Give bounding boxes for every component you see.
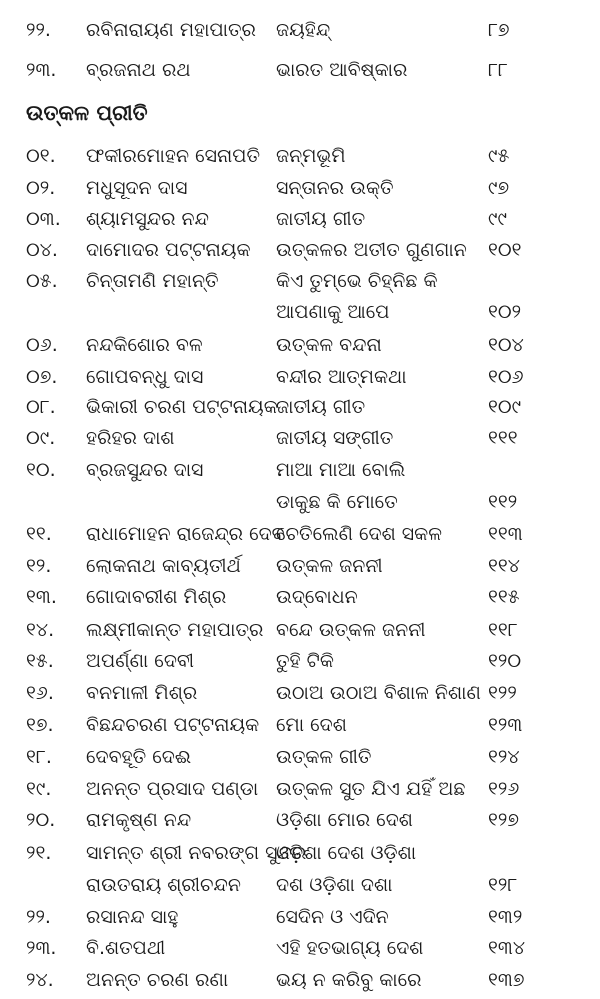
page-number: ୧୩୭ bbox=[488, 969, 525, 991]
poem-title: କିଏ ତୁମ୍ଭେ ଚିହ୍ନିଛ କି bbox=[276, 270, 438, 292]
poem-title: ମୋ ଦେଶ bbox=[276, 714, 347, 736]
author-name: ଗୋପବନ୍ଧୁ ଦାସ bbox=[86, 366, 204, 388]
poem-title: ଓଡ଼ିଶା ଦେଶ ଓଡ଼ିଶା bbox=[276, 842, 417, 864]
poem-title: ମାଆ ମାଆ ବୋଲି bbox=[276, 459, 406, 481]
author-name: ଅପର୍ଣ୍ଣା ଦେବୀ bbox=[86, 650, 194, 672]
toc-row bbox=[0, 55, 600, 85]
entry-number: ୨୪. bbox=[26, 969, 54, 991]
entry-number: ୦୩. bbox=[26, 208, 61, 230]
toc-row bbox=[0, 519, 600, 549]
author-name: ବି.ଶତପଥୀ bbox=[86, 937, 166, 959]
author-name: ଦେବହୂତି ଦେଈ bbox=[86, 746, 192, 768]
toc-row bbox=[0, 582, 600, 612]
author-name: ଶ୍ୟାମସୁନ୍ଦର ନନ୍ଦ bbox=[86, 208, 209, 230]
entry-number: ୧୨. bbox=[26, 555, 52, 577]
entry-number: ୨୩. bbox=[26, 937, 57, 959]
page-number: ୧୨୪ bbox=[488, 746, 520, 768]
toc-row bbox=[0, 902, 600, 932]
page-number: ୧୨୬ bbox=[488, 778, 520, 800]
toc-row bbox=[0, 774, 600, 804]
poem-title: ବନ୍ଦେ ଉତ୍କଳ ଜନନୀ bbox=[276, 619, 426, 641]
entry-number: ୧୮. bbox=[26, 746, 52, 768]
page-number: ୧୩୪ bbox=[488, 937, 526, 959]
poem-title: ଉତ୍କଳ ବନ୍ଦନା bbox=[276, 334, 382, 356]
page-number: ୧୦୪ bbox=[488, 334, 524, 356]
toc-row bbox=[0, 423, 600, 453]
toc-row bbox=[0, 330, 600, 360]
poem-title: ଉଦ୍‌ବୋଧନ bbox=[276, 586, 358, 608]
toc-row bbox=[0, 173, 600, 203]
toc-row bbox=[0, 204, 600, 234]
toc-row bbox=[0, 297, 600, 327]
page-number: ୯୯ bbox=[488, 208, 507, 230]
poem-title: ଜାତୀୟ ଗୀତ bbox=[276, 396, 366, 418]
poem-title: ଡାକୁଛ କି ମୋତେ bbox=[276, 491, 398, 513]
page-number: ୧୩୨ bbox=[488, 906, 523, 928]
poem-title: ଉଠାଅ ଉଠାଅ ବିଶାଳ ନିଶାଣ bbox=[276, 682, 481, 704]
entry-number: ୦୫. bbox=[26, 270, 58, 292]
author-name: ବନମାଳୀ ମିଶ୍ର bbox=[86, 682, 198, 704]
toc-row bbox=[0, 678, 600, 708]
author-name: ଫକୀରମୋହନ ସେନାପତି bbox=[86, 145, 261, 167]
author-name: ବ୍ରଜସୁନ୍ଦର ଦାସ bbox=[86, 459, 204, 481]
entry-number: ୨୩. bbox=[26, 59, 57, 81]
author-name: ଲୋକନାଥ କାବ୍ୟତୀର୍ଥ bbox=[86, 555, 241, 577]
toc-row bbox=[0, 141, 600, 171]
poem-title: ତୁହି ଟିକି bbox=[276, 650, 334, 672]
author-name: ସାମନ୍ତ ଶ୍ରୀ ନବରଙ୍ଗ ସୁନ୍ଦର bbox=[86, 842, 307, 864]
poem-title: ଭୟ ନ କରିବୁ କାରେ bbox=[276, 969, 422, 991]
page-number: ୧୧୫ bbox=[488, 586, 520, 608]
toc-row bbox=[0, 15, 600, 45]
toc-row bbox=[0, 933, 600, 963]
entry-number: ୦୯. bbox=[26, 427, 56, 449]
entry-number: ୦୮. bbox=[26, 396, 56, 418]
author-name: ଚିନ୍ତାମଣି ମହାନ୍ତି bbox=[86, 270, 219, 292]
poem-title: ଦଶ ଓଡ଼ିଶା ଦଶା bbox=[276, 874, 393, 896]
page-number: ୧୧୨ bbox=[488, 491, 518, 513]
poem-title: ଜାତୀୟ ଗୀତ bbox=[276, 208, 366, 230]
entry-number: ୧୩. bbox=[26, 586, 57, 608]
entry-number: ୧୧. bbox=[26, 523, 52, 545]
poem-title: ଭାରତ ଆବିଷ୍କାର bbox=[276, 59, 408, 81]
page-number: ୧୦୧ bbox=[488, 239, 522, 261]
page-number: ୯୭ bbox=[488, 177, 510, 199]
toc-row bbox=[0, 235, 600, 265]
page-number: ୧୦୨ bbox=[488, 301, 522, 323]
entry-number: ୦୭. bbox=[26, 366, 58, 388]
page-number: ୧୦୯ bbox=[488, 396, 522, 418]
entry-number: ୧୯. bbox=[26, 778, 52, 800]
toc-row bbox=[0, 710, 600, 740]
author-name: ଗୋଦାବରୀଶ ମିଶ୍ର bbox=[86, 586, 227, 608]
entry-number: ୨୧. bbox=[26, 842, 52, 864]
poem-title: ଆପଣାକୁ ଆପେ bbox=[276, 301, 390, 323]
page-number: ୧୧୩ bbox=[488, 523, 523, 545]
page-number: ୧୨୨ bbox=[488, 682, 517, 704]
entry-number: ୦୨. bbox=[26, 177, 56, 199]
author-name: ରସାନନ୍ଦ ସାହୁ bbox=[86, 906, 179, 928]
toc-row bbox=[0, 742, 600, 772]
toc-row bbox=[0, 805, 600, 835]
page-number: ୮୭ bbox=[488, 19, 510, 41]
poem-title: ଓଡ଼ିଶା ମୋର ଦେଶ bbox=[276, 809, 413, 831]
author-name: ଅନନ୍ତ ଚରଣ ରଣା bbox=[86, 969, 229, 991]
toc-row bbox=[0, 838, 600, 868]
toc-row bbox=[0, 551, 600, 581]
page-number: ୧୧୧ bbox=[488, 427, 518, 449]
entry-number: ୨୦. bbox=[26, 809, 56, 831]
author-name: ହରିହର ଦାଶ bbox=[86, 427, 175, 449]
author-name: ବିଛନ୍ଦଚରଣ ପଟ୍ଟନାୟକ bbox=[86, 714, 260, 736]
poem-title: ଜାତୀୟ ସଙ୍ଗୀତ bbox=[276, 427, 394, 449]
author-name: ଅନନ୍ତ ପ୍ରସାଦ ପଣ୍ଡା bbox=[86, 778, 259, 800]
toc-row bbox=[0, 965, 600, 995]
entry-number: ୨୨. bbox=[26, 906, 51, 928]
entry-number: ୨୨. bbox=[26, 19, 51, 41]
toc-row bbox=[0, 870, 600, 900]
page-number: ୮୮ bbox=[488, 59, 508, 81]
poem-title: ସନ୍ତାନର ଉକ୍ତି bbox=[276, 177, 394, 199]
toc-row bbox=[0, 487, 600, 517]
poem-title: ସେଦିନ ଓ ଏଦିନ bbox=[276, 906, 389, 928]
entry-number: ୧୬. bbox=[26, 682, 54, 704]
entry-number: ୦୬. bbox=[26, 334, 58, 356]
author-name: ବ୍ରଜନାଥ ରଥ bbox=[86, 59, 191, 81]
poem-title: ବନ୍ଦୀର ଆତ୍ମକଥା bbox=[276, 366, 407, 388]
entry-number: ୧୭. bbox=[26, 714, 54, 736]
author-name: ରାଉତରାୟ ଶ୍ରୀଚନ୍ଦନ bbox=[86, 874, 241, 896]
toc-row bbox=[0, 362, 600, 392]
poem-title: ଉତ୍କଳ ଗୀତି bbox=[276, 746, 372, 768]
page-number: ୧୧୪ bbox=[488, 555, 520, 577]
author-name: ଭିକାରୀ ଚରଣ ପଟ୍ଟନାୟକ bbox=[86, 396, 278, 418]
poem-title: ଉତ୍କଳର ଅତୀତ ଗୁଣଗାନ bbox=[276, 239, 467, 261]
author-name: ଦାମୋଦର ପଟ୍ଟନାୟକ bbox=[86, 239, 251, 261]
poem-title: ଉତ୍କଳ ସୁତ ଯିଏ ଯହିଁ ଅଛ bbox=[276, 778, 466, 800]
page-number: ୧୨୭ bbox=[488, 809, 519, 831]
page-number: ୯୫ bbox=[488, 145, 510, 167]
page-number: ୧୧୮ bbox=[488, 619, 518, 641]
poem-title: ଜନ୍ମଭୂମି bbox=[276, 145, 346, 167]
page-number: ୧୨୩ bbox=[488, 714, 523, 736]
toc-row bbox=[0, 455, 600, 485]
poem-title: ଜୟହିନ୍ଦ୍ bbox=[276, 19, 331, 41]
entry-number: ୧୫. bbox=[26, 650, 54, 672]
entry-number: ୦୧. bbox=[26, 145, 56, 167]
author-name: ରାଧାମୋହନ ରାଜେନ୍ଦ୍ର ଦେବ bbox=[86, 523, 285, 545]
page-number: ୧୨୮ bbox=[488, 874, 518, 896]
poem-title: ଏହି ହତଭାଗ୍ୟ ଦେଶ bbox=[276, 937, 424, 959]
poem-title: ଚେତିଲେଣି ଦେଶ ସକଳ bbox=[276, 523, 442, 545]
author-name: ରବିନାରାୟଣ ମହାପାତ୍ର bbox=[86, 19, 256, 41]
entry-number: ୧୪. bbox=[26, 619, 55, 641]
page-number: ୧୨୦ bbox=[488, 650, 522, 672]
author-name: ରାମକୃଷ୍ଣ ନନ୍ଦ bbox=[86, 809, 192, 831]
entry-number: ୦୪. bbox=[26, 239, 58, 261]
section-heading: ଉତ୍କଳ ପ୍ରୀତି bbox=[26, 101, 148, 125]
author-name: ଲକ୍ଷ୍ମୀକାନ୍ତ ମହାପାତ୍ର bbox=[86, 619, 264, 641]
entry-number: ୧୦. bbox=[26, 459, 56, 481]
poem-title: ଉତ୍କଳ ଜନନୀ bbox=[276, 555, 383, 577]
toc-row bbox=[0, 266, 600, 296]
author-name: ନନ୍ଦକିଶୋର ବଳ bbox=[86, 334, 203, 356]
author-name: ମଧୁସୂଦନ ଦାସ bbox=[86, 177, 188, 199]
toc-row bbox=[0, 646, 600, 676]
toc-row bbox=[0, 392, 600, 422]
page-number: ୧୦୬ bbox=[488, 366, 524, 388]
toc-row bbox=[0, 615, 600, 645]
